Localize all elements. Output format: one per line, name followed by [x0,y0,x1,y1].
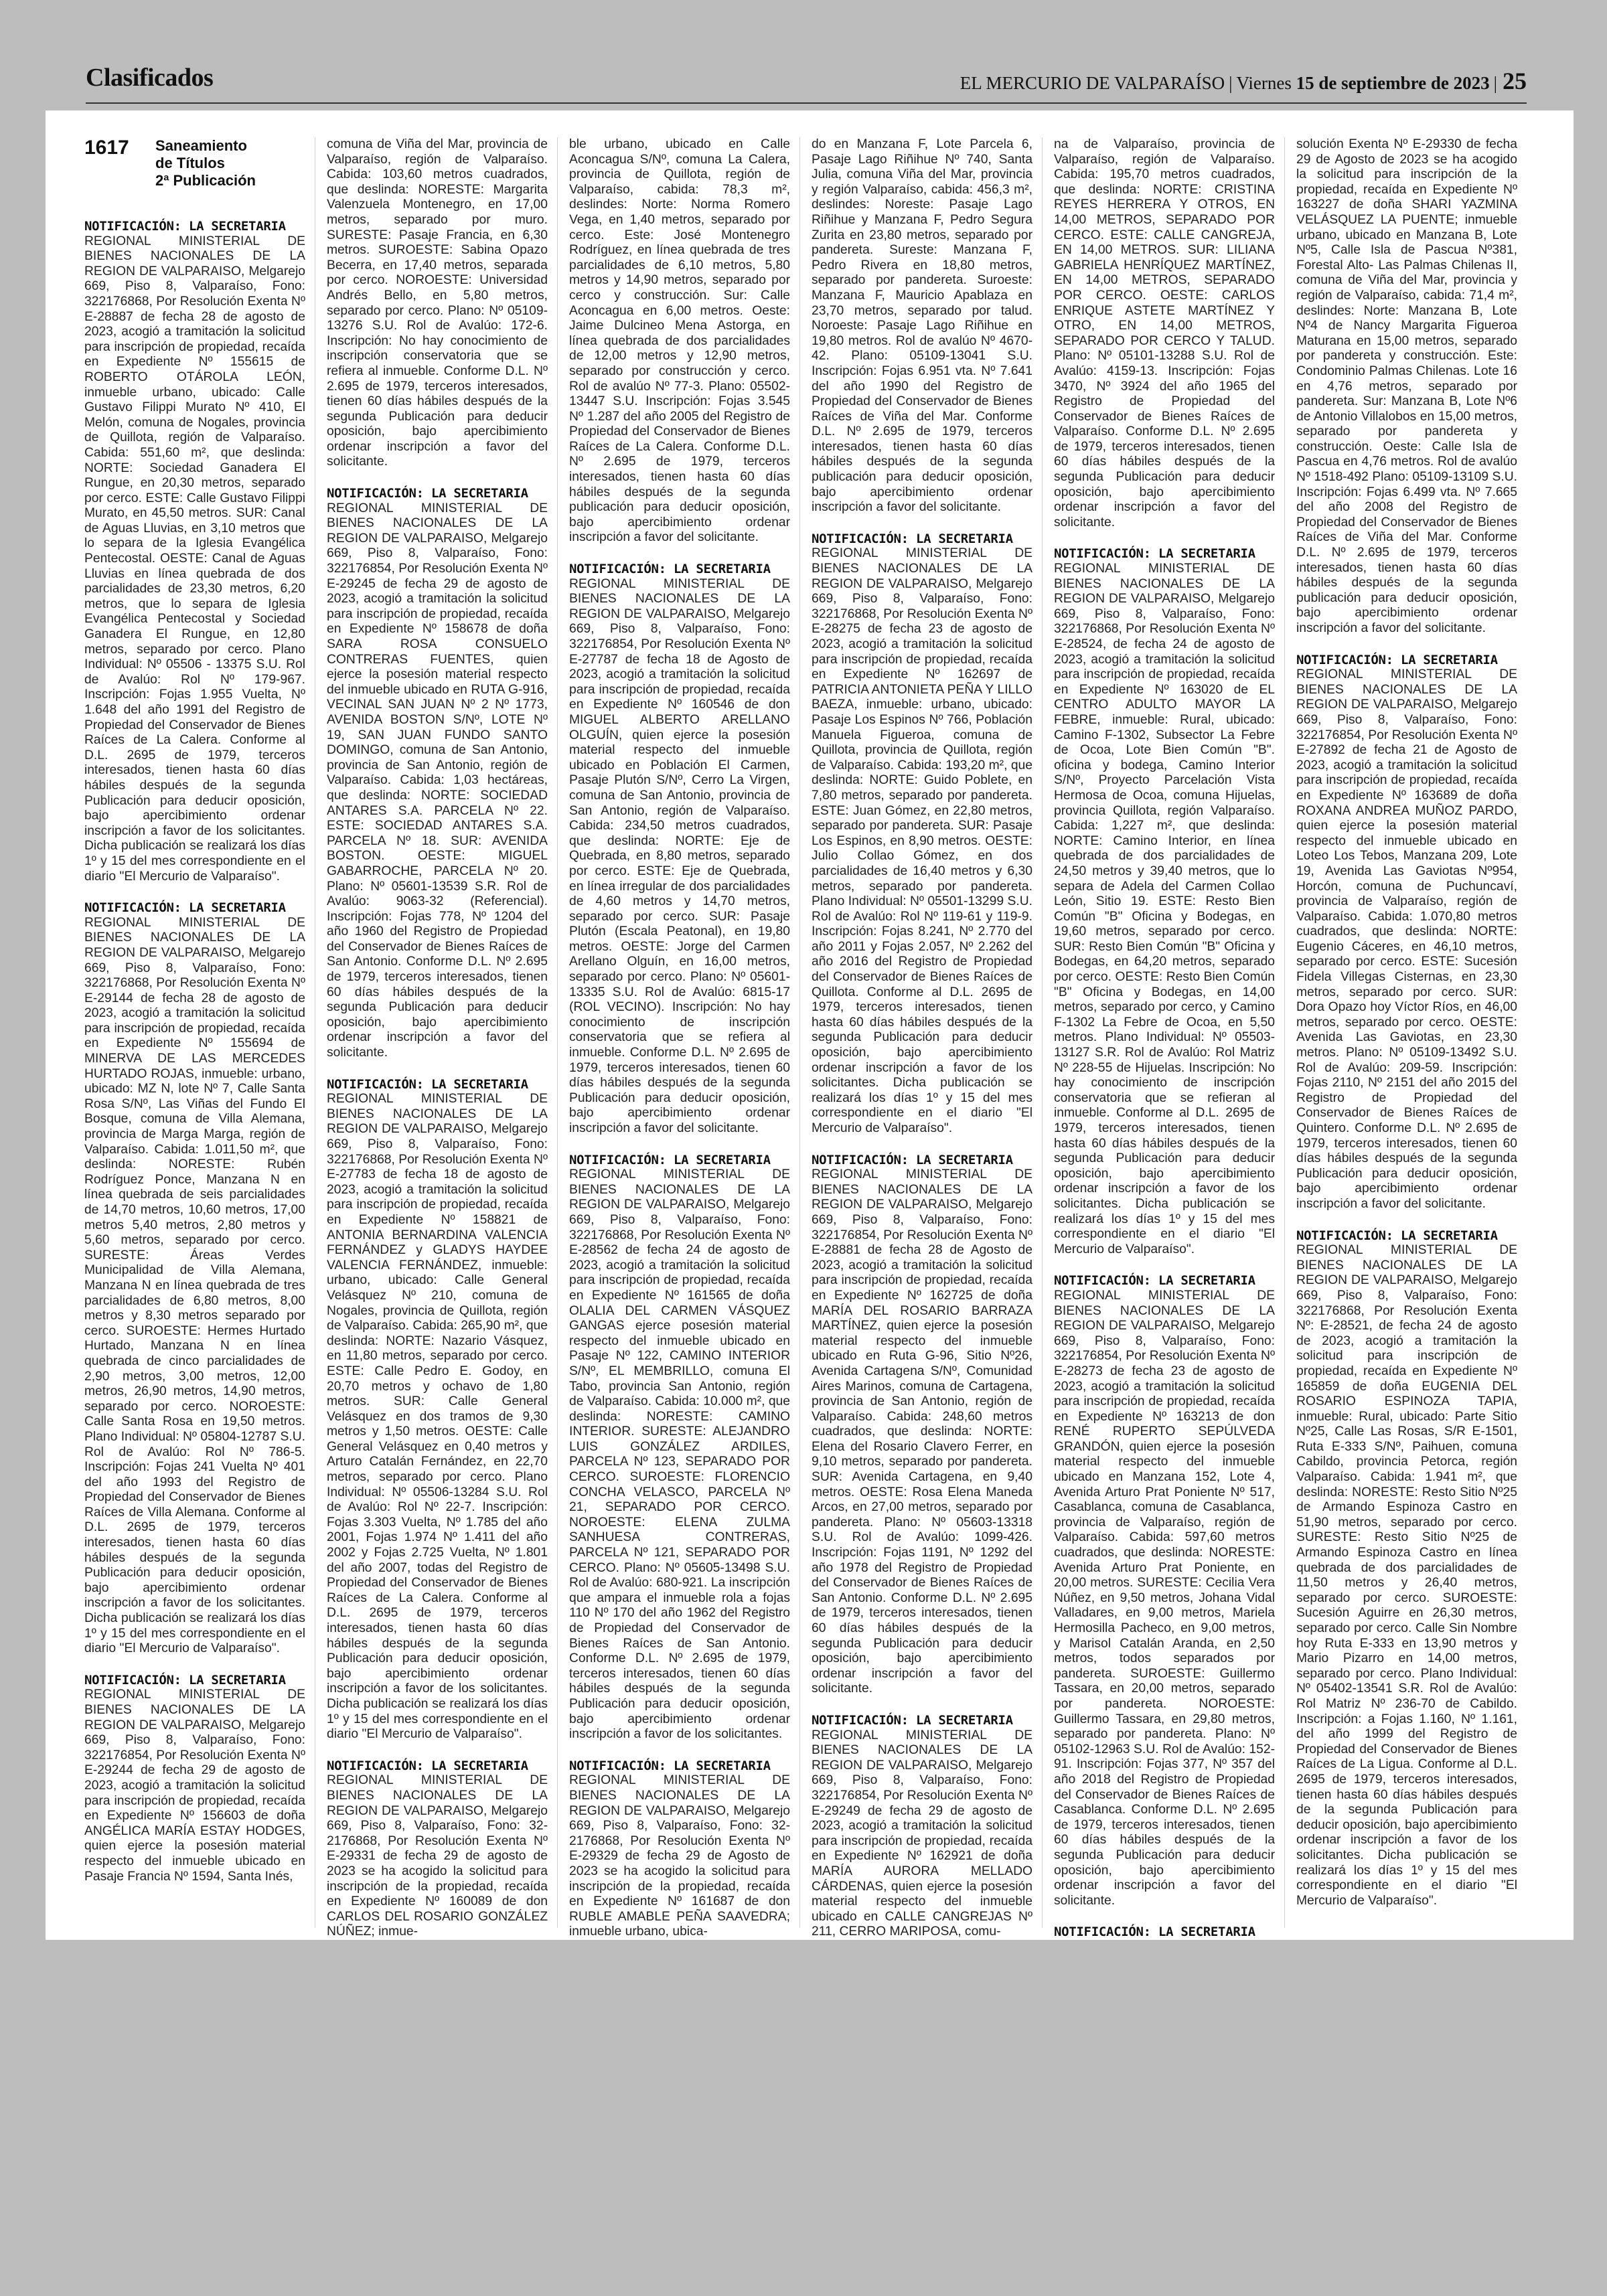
publication-date [1237,73,1490,93]
notice-heading: NOTIFICACIÓN: LA SECRETARIA [812,531,1013,546]
notice-body: REGIONAL MINISTERIAL DE BIENES NACIONALES DE LA REGION DE VALPARAISO, Melgarejo 669, Piso 8, Valparaíso, Fono: 322176868, Por Resolución Exenta Nº: E-28521, de fecha 24 de agosto de 2023, acogió a tramitación la solicitud para inscripción de propiedad, recaída en Expediente Nº 165859 de doña EUGENIA DEL ROSARIO ESPINOZA TAPIA, inmueble: Rural, ubicado: Parte Sitio Nº25, Calle Las Rosas, S/R E-1501, Ruta E-333 S/Nº, Paihuen, comuna Cabildo, provincia Petorca, región Valparaíso. Cabida: 1.941 m², que deslinda: NORESTE: Resto Sitio Nº25 de Armando Espinoza Castro en 51,90 metros, separado por cerco. SURESTE: Resto Sitio Nº25 de Armando Espinoza Castro en línea quebrada de dos parcialidades de 11,50 metros y 26,40 metros, separado por cerco. SUROESTE: Sucesión Aguirre en 26,30 metros, separado por cerco. Calle Sin Nombre hoy Ruta E-333 en 13,90 metros y Mario Pizarro en 14,00 metros, separado por cerco. Plano Individual: Nº 05402-13541 S.R. Rol de Avalúo: Rol Matriz Nº 236-70 de Cabildo. Inscripción: a Fojas 1.160, Nº 1.161, del año 1999 del Registro de Propiedad del Conservador de Bienes Raíces de La Ligua. Conforme al D.L. 2695 de 1979, terceros interesados, tienen hasta 60 días hábiles después de la segunda Publicación para deducir oposición, bajo apercibimiento ordenar inscripción a favor de los solicitantes. Dicha publicación se realizará los días 1º y 15 del mes correspondiente en el diario "El Mercurio de Valparaíso". [1296,1243,1517,1908]
column-divider [1042,137,1043,1928]
notice-body: REGIONAL MINISTERIAL DE BIENES NACIONALES DE LA REGION DE VALPARAISO, Melgarejo 669, Piso 8, Valparaíso, Fono: 322176868, Por Resolución Exenta Nº E-29144 de fecha 28 de agosto de 2023, acogió a tramitación la solicitud para inscripción de propiedad, recaída en Expediente Nº 155694 de MINERVA DE LAS MERCEDES HURTADO ROJAS, inmueble: urbano, ubicado: MZ N, lote Nº 7, Calle Santa Rosa S/Nº, Las Viñas del Fundo El Bosque, comuna de Villa Alemana, provincia de Marga Marga, región de Valparaíso. Cabida: 1.011,50 m², que deslinda: NORESTE: Rubén Rodríguez Ponce, Manzana N en línea quebrada de seis parcialidades de 14,70 metros, 10,60 metros, 17,00 metros 5,40 metros, 2,80 metros y 5,60 metros, separado por cerco. SURESTE: Áreas Verdes Municipalidad de Villa Alemana, Manzana N en línea quebrada de tres parcialidades de 6,80 metros, 8,00 metros y 8,30 metros separado por cerco. SUROESTE: Hermes Hurtado Hurtado, Manzana N en línea quebrada de cinco parcialidades de 2,90 metros, 3,00 metros, 12,00 metros, 26,90 metros, 14,90 metros, separado por cerco. NOROESTE: Calle Santa Rosa en 19,50 metros. Plano Individual: Nº 05804-12787 S.U. Rol de Avalúo: Rol Nº 786-5. Inscripción: Fojas 241 Vuelta Nº 401 del año 1993 del Registro de Propiedad del Conservador de Bienes Raíces de Villa Alemana. Conforme al D.L. 2695 de 1979, terceros interesados, tienen hasta 60 días hábiles después de la segunda Publicación para deducir oposición, bajo apercibimiento ordenar inscripción a favor de los solicitantes. Dicha publicación se realizará los días 1º y 15 del mes correspondiente en el diario "El Mercurio de Valparaíso". [84,915,305,1656]
column-divider [799,137,800,1928]
notice [569,1758,790,1940]
notice [569,1153,790,1742]
notice-body: REGIONAL MINISTERIAL DE BIENES NACIONALES DE LA REGION DE VALPARAISO, Melgarejo 669, Piso 8, Valparaíso, Fono: 322176854, Por Resolución Exenta Nº E-27787 de fecha 18 de Agosto de 2023, acogió a tramitación la solicitud para inscripción de propiedad, recaída en Expediente Nº 160546 de don MIGUEL ALBERTO ARELLANO OLGUÍN, quien ejerce la posesión material respecto del inmueble ubicado en Población El Carmen, Pasaje Plutón S/Nº, Cerro La Virgen, comuna de San Antonio, provincia de San Antonio, región de Valparaíso. Cabida: 234,50 metros cuadrados, que deslinda: NORTE: Eje de Quebrada, en 8,80 metros, separado por cerco. ESTE: Eje de Quebrada, en línea irregular de dos parcialidades de 4,60 metros y 14,70 metros, separado por cerco. SUR: Pasaje Plutón (Escala Peatonal), en 19,80 metros. OESTE: Jorge del Carmen Arellano Olguín, en 16,00 metros, separado por cerco. Plano: Nº 05601-13335 S.U. Rol de Avalúo: 6815-17 (ROL VECINO). Inscripción: No hay conocimiento de inscripción conservatoria que se refiera al inmueble. Conforme D.L. Nº 2.695 de 1979, terceros interesados, tienen 60 días hábiles después de la segunda Publicación para deducir oposición, bajo apercibimiento ordenar inscripción a favor del solicitante. [569,576,790,1135]
classifieds-page [46,110,1574,1940]
notice [569,562,790,1137]
notice [1296,653,1517,1212]
notice [84,219,305,884]
masthead: EL MERCURIO DE VALPARAÍSO | Viernes 15 de septiembre de 2023 | 25 [960,68,1527,94]
notice [812,1713,1032,1940]
notice-heading: NOTIFICACIÓN: LA SECRETARIA [812,1152,1013,1167]
notice [812,531,1032,1137]
notice [327,1758,548,1940]
notice-continuation: do en Manzana F, Lote Parcela 6, Pasaje Lago Riñihue Nº 740, Santa Julia, comuna Viña del Mar, provincia y región Valparaíso, cabida: 456,3 m², deslindes: Noreste: Pasaje Lago Riñihue y Manzana F, Pedro Segura Zurita en 23,80 metros, separado por pandereta. Sureste: Manzana F, Pedro Rivera en 18,80 metros, separado por pandereta. Suroeste: Manzana F, Mauricio Apablaza en 23,70 metros, separado por talud. Noroeste: Pasaje Lago Riñihue en 19,80 metros. Rol de avalúo Nº 4670-42. Plano: 05109-13041 S.U. Inscripción: Fojas 6.951 vta. Nº 7.641 del año 1990 del Registro de Propiedad del Conservador de Bienes Raíces de Viña del Mar. Conforme D.L. Nº 2.695 de 1979, terceros interesados, tienen hasta 60 días hábiles después de la segunda publicación para deducir oposición, bajo apercibimiento ordenar inscripción a favor del solicitante. [812,137,1032,515]
date-text: 15 de septiembre de 2023 [1296,73,1490,93]
listing-number: 1617 [84,137,129,159]
page-background [0,1940,1607,2296]
listing-title-line3: 2ª Publicación [155,172,256,189]
notice [327,1077,548,1742]
page-header [0,0,1607,109]
notice-heading: NOTIFICACIÓN: LA SECRETARIA [812,1712,1013,1728]
listing-title-line2: de Títulos [155,155,225,171]
notice-heading: NOTIFICACIÓN: LA SECRETARIA [84,900,286,916]
notice-heading: NOTIFICACIÓN: LA SECRETARIA [84,1672,286,1688]
notice-continuation: na de Valparaíso, provincia de Valparaíso, región de Valparaíso. Cabida: 195,70 metros cuadrados, que deslinda: NORTE: CRISTINA REYES HERRERA Y OTROS, EN 14,00 METROS, SEPARADO POR CERCO. ESTE: CALLE CANGREJA, EN 14,00 METROS. SUR: LILIANA GABRIELA HENRÍQUEZ MARTÍNEZ, EN 14,00 METROS, SEPARADO POR CERCO. OESTE: CARLOS ENRIQUE ASTETE MARTÍNEZ Y OTRO, EN 14,00 METROS, SEPARADO POR CERCO Y TALUD. Plano: Nº 05101-13288 S.U. Rol de Avalúo: 4159-13. Inscripción: Fojas 3470, Nº 3924 del año 1965 del Registro de Propiedad del Conservador de Bienes Raíces de Valparaíso. Conforme D.L. Nº 2.695 de 1979, terceros interesados, tienen 60 días hábiles después de la segunda Publicación para deducir oposición, bajo apercibimiento ordenar inscripción a favor del solicitante. [1054,137,1275,529]
column-6 [1296,137,1517,1931]
column-divider [557,137,558,1928]
column-divider [1284,137,1285,1928]
header-rule [86,102,1527,104]
page-number: 25 [1503,68,1527,94]
notice-heading: NOTIFICACIÓN: LA SECRETARIA [327,1076,528,1092]
notice-heading: NOTIFICACIÓN: LA SECRETARIA [569,1758,771,1773]
notice-heading: NOTIFICACIÓN: LA SECRETARIA [1054,1924,1255,1940]
notice-heading: NOTIFICACIÓN: LA SECRETARIA [1054,546,1255,562]
column-3 [569,137,790,1939]
notice-body: REGIONAL MINISTERIAL DE BIENES NACIONALES DE LA REGION DE VALPARAISO, Melgarejo 669, Piso 8, Valparaíso, Fono: 32-2176868, Por Resolución Exenta Nº E-29329 de fecha 29 de Agosto de 2023 se ha acogido la solicitud para inscripción de la propiedad, recaída en Expediente Nº 161687 de don RUBLE AMABLE PEÑA SAAVEDRA; inmueble urbano, ubica- [569,1773,790,1939]
notice [812,1153,1032,1697]
notice-body: REGIONAL MINISTERIAL DE BIENES NACIONALES DE LA REGION DE VALPARAISO, Melgarejo 669, Piso 8, Valparaíso, Fono: 322176854, Por Resolución Exenta Nº E-29244 de fecha 29 de agosto de 2023, acogió a tramitación la solicitud para inscripción de propiedad, recaída en Expediente Nº 156603 de doña ANGÉLICA MARÍA ESTAY HODGES, quien ejerce la posesión material respecto del inmueble ubicado en Pasaje Francia Nº 1594, Santa Inés, [84,1688,305,1884]
notice [84,900,305,1657]
weekday: Viernes [1236,73,1292,93]
notice [84,1673,305,1884]
listing-title [155,137,256,189]
notice-continuation: comuna de Viña del Mar, provincia de Valparaíso, región de Valparaíso. Cabida: 103,60 metros cuadrados, que deslinda: NORESTE: Margarita Valenzuela Montenegro, en 17,00 metros, separado por muro. SURESTE: Pasaje Francia, en 6,30 metros. SUROESTE: Sabina Opazo Becerra, en 17,40 metros, separada por cerco. NOROESTE: Universidad Andrés Bello, en 5,80 metros, separado por cerco. Plano: Nº 05109-13276 S.U. Rol de Avalúo: 172-6. Inscripción: No hay conocimiento de inscripción conservatoria que se refiera al inmueble. Conforme D.L. Nº 2.695 de 1979, terceros interesados, tienen 60 días hábiles después de la segunda Publicación para deducir oposición, bajo apercibimiento ordenar inscripción a favor del solicitante. [327,137,548,469]
notice-heading: NOTIFICACIÓN: LA SECRETARIA [327,486,528,501]
notice-body: REGIONAL MINISTERIAL DE BIENES NACIONALES DE LA REGION DE VALPARAISO, Melgarejo 669, Piso 8, Valparaíso, Fono: 322176854, Por Resolución Exenta Nº E-28273 de fecha 23 de agosto de 2023, acogió a tramitación la solicitud para inscripción de propiedad, recaída en Expediente Nº 163213 de don RENÉ RUPERTO SEPÚLVEDA GRANDÓN, quien ejerce la posesión material respecto del inmueble ubicado en Manzana 152, Lote 4, Avenida Arturo Prat Poniente Nº 517, Casablanca, comuna de Casablanca, provincia de Valparaíso, región de Valparaíso. Cabida: 597,60 metros cuadrados, que deslinda: NORESTE: Avenida Arturo Prat Poniente, en 20,00 metros. SURESTE: Cecilia Vera Núñez, en 9,50 metros, Johana Vidal Valladares, en 9,00 metros, Mariela Hermosilla Pacheco, en 9,00 metros, y Marisol Catalán Aranda, en 2,50 metros, todos separados por pandereta. SUROESTE: Guillermo Tassara, en 20,00 metros, separado por pandereta. NOROESTE: Guillermo Tassara, en 29,80 metros, separado por pandereta. Plano: Nº 05102-12963 S.U. Rol de Avalúo: 152-91. Inscripción: Fojas 377, Nº 357 del año 2018 del Registro de Propiedad del Conservador de Bienes Raíces de Casablanca. Conforme D.L. Nº 2.695 de 1979, terceros interesados, tienen 60 días hábiles después de la segunda Publicación para deducir oposición, bajo apercibimiento ordenar inscripción a favor del solicitante. [1054,1288,1275,1908]
notice-continuation: solución Exenta Nº E-29330 de fecha 29 de Agosto de 2023 se ha acogido la solicitud para inscripción de la propiedad, recaída en Expediente Nº 163227 de doña SHARI YAZMINA VELÁSQUEZ LA PUENTE; inmueble urbano, ubicado en Manzana B, Lote Nº5, Calle Isla de Pascua Nº381, Forestal Alto- Las Palmas Chilenas II, comuna de Viña del Mar, provincia y región de Valparaíso, cabida: 71,4 m², deslindes: Norte: Manzana B, Lote Nº4 de Nancy Margarita Figueroa Maturana en 15,00 metros, separado por pandereta y construcción. Este: Condominio Palmas Chilenas. Lote 16 en 4,76 metros, separado por pandereta. Sur: Manzana B, Lote Nº6 de Antonio Villalobos en 15,00 metros, separado por pandereta y construcción. Oeste: Calle Isla de Pascua en 4,76 metros. Rol de avalúo Nº 1518-492 Plano: 05109-13109 S.U. Inscripción: Fojas 6.499 vta. Nº 7.665 del año 2008 del Registro de Propiedad del Conservador de Bienes Raíces de Viña del Mar. Conforme D.L. Nº 2.695 de 1979, terceros interesados, tienen hasta 60 días hábiles después de la segunda publicación para deducir oposición, bajo apercibimiento ordenar inscripción a favor del solicitante. [1296,137,1517,635]
notice-heading: NOTIFICACIÓN: LA SECRETARIA [327,1758,528,1773]
notice-body: REGIONAL MINISTERIAL DE BIENES NACIONALES DE LA REGION DE VALPARAISO, Melgarejo 669, Piso 8, Valparaíso, Fono: 322176854, Por Resolución Exenta Nº E-27892 de fecha 21 de Agosto de 2023, acogió a tramitación la solicitud para inscripción de propiedad, recaída en Expediente Nº 163689 de doña ROXANA ANDREA MUÑOZ PARDO, quien ejerce la posesión material respecto del inmueble ubicado en Loteo Los Tebos, Manzana 209, Lote 19, Avenida Las Gaviotas Nº954, Horcón, comuna de Puchuncaví, provincia de Valparaíso, región de Valparaíso. Cabida: 1.070,80 metros cuadrados, que deslinda: NORTE: Eugenio Cáceres, en 46,10 metros, separado por cerco. ESTE: Sucesión Fidela Villegas Cisternas, en 23,30 metros, separado por cerco. SUR: Dora Opazo hoy Víctor Ríos, en 46,00 metros, separado por cerco. OESTE: Avenida Las Gaviotas, en 23,30 metros. Plano: Nº 05109-13492 S.U. Rol de Avalúo: 209-59. Inscripción: Fojas 2110, Nº 2151 del año 2015 del Registro de Propiedad del Conservador de Bienes Raíces de Quintero. Conforme D.L. Nº 2.695 de 1979, terceros interesados, tienen 60 días hábiles después de la segunda Publicación para deducir oposición, bajo apercibimiento ordenar inscripción a favor del solicitante. [1296,667,1517,1211]
column-5 [1054,137,1275,1940]
notice-heading: NOTIFICACIÓN: LA SECRETARIA [1296,1228,1498,1243]
notice-body: REGIONAL MINISTERIAL DE BIENES NACIONALES DE LA REGION DE VALPARAISO, Melgarejo 669, Piso 8, Valparaíso, Fono: 322176854, Por Resolución Exenta Nº E-29249 de fecha 29 de agosto de 2023, acogió a tramitación la solicitud para inscripción de propiedad, recaída en Expediente Nº 162921 de doña MARÍA AURORA MELLADO CÁRDENAS, quien ejerce la posesión material respecto del inmueble ubicado en CALLE CANGREJAS Nº 211, CERRO MARIPOSA, comu- [812,1728,1032,1939]
section-title: Clasificados [86,64,214,92]
notice-body: REGIONAL MINISTERIAL DE BIENES NACIONALES DE LA REGION DE VALPARAISO, Melgarejo 669, Piso 8, Valparaíso, Fono: 322176868, Por Resolución Exenta Nº E-28562 de fecha 24 de agosto de 2023, acogió a tramitación la solicitud para inscripción de propiedad, recaída en Expediente Nº 161565 de doña OLALIA DEL CARMEN VÁSQUEZ GANGAS ejerce posesión material respecto del inmueble ubicado en Pasaje Nº 122, CAMINO INTERIOR S/Nº, EL MEMBRILLO, comuna El Tabo, provincia San Antonio, región de Valparaíso. Cabida: 10.000 m², que deslinda: NORESTE: CAMINO INTERIOR. SURESTE: ALEJANDRO LUIS GONZÁLEZ ARDILES, PARCELA Nº 123, SEPARADO POR CERCO. SUROESTE: FLORENCIO CONCHA VELASCO, PARCELA Nº 21, SEPARADO POR CERCO. NOROESTE: ELENA ZULMA SANHUESA CONTRERAS, PARCELA Nº 121, SEPARADO POR CERCO. Plano: Nº 05605-13498 S.U. Rol de Avalúo: 680-921. La inscripción que ampara el inmueble rola a fojas 110 Nº 170 del año 1962 del Registro de Propiedad del Conservador de Bienes Raíces de San Antonio. Conforme D.L. Nº 2.695 de 1979, terceros interesados, tienen 60 días hábiles después de la segunda Publicación para deducir oposición, bajo apercibimiento ordenar inscripción a favor de los solicitantes. [569,1167,790,1742]
notice-body: REGIONAL MINISTERIAL DE BIENES NACIONALES DE LA REGION DE VALPARAISO, Melgarejo 669, Piso 8, Valparaíso, Fono: 32-2176868, Por Resolución Exenta Nº E-29331 de fecha 29 de agosto de 2023 se ha acogido la solicitud para inscripción de la propiedad, recaída en Expediente Nº 160089 de don CARLOS DEL ROSARIO GONZÁLEZ NÚÑEZ; inmue- [327,1773,548,1939]
notice [1054,546,1275,1257]
notice-body: REGIONAL MINISTERIAL DE BIENES NACIONALES DE LA REGION DE VALPARAISO, Melgarejo 669, Piso 8, Valparaíso, Fono: 322176854, Por Resolución Exenta Nº E-29245 de fecha 29 de agosto de 2023, acogió a tramitación la solicitud para inscripción de propiedad, recaída en Expediente Nº 158678 de doña SARA ROSA CONSUELO CONTRERAS FUENTES, quien ejerce la posesión material respecto del inmueble ubicado en RUTA G-916, VECINAL SAN JUAN Nº 2 Nº 1773, AVENIDA BOSTON S/Nº, LOTE Nº 19, SAN JUAN FUNDO SANTO DOMINGO, comuna de San Antonio, provincia de San Antonio, región de Valparaíso. Cabida: 1,03 hectáreas, que deslinda: NORTE: SOCIEDAD ANTARES S.A. PARCELA Nº 22. ESTE: SOCIEDAD ANTARES S.A. PARCELA Nº 18. SUR: AVENIDA BOSTON. OESTE: MIGUEL GABARROCHE, PARCELA Nº 20. Plano: Nº 05601-13539 S.R. Rol de Avalúo: 9063-32 (Referencial). Inscripción: Fojas 778, Nº 1204 del año 1960 del Registro de Propiedad del Conservador de Bienes Raíces de San Antonio. Conforme D.L. Nº 2.695 de 1979, terceros interesados, tienen 60 días hábiles después de la segunda Publicación para deducir oposición, bajo apercibimiento ordenar inscripción a favor del solicitante. [327,501,548,1060]
column-2 [327,137,548,1939]
notice-heading: NOTIFICACIÓN: LA SECRETARIA [569,562,771,577]
notice-body: REGIONAL MINISTERIAL DE BIENES NACIONALES DE LA REGION DE VALPARAISO, Melgarejo 669, Piso 8, Valparaíso, Fono: 322176868, Por Resolución Exenta Nº E-28887 de fecha 28 de agosto de 2023, acogió a tramitación la solicitud para inscripción de propiedad, recaída en Expediente Nº 155615 de ROBERTO OTÁROLA LEÓN, inmueble urbano, ubicado: Calle Gustavo Filippi Murato Nº 410, El Melón, comuna de Nogales, provincia de Quillota, región de Valparaíso. Cabida: 551,60 m², que deslinda: NORTE: Sociedad Ganadera El Rungue, en 20,30 metros, separado por cerco. ESTE: Calle Gustavo Filippi Murato, en 45,50 metros. SUR: Canal de Aguas Lluvias, en 3,10 metros que lo separa de la Iglesia Evangélica Pentecostal. OESTE: Canal de Aguas Lluvias en línea quebrada de dos parcialidades de 23,30 metros, 6,20 metros, que lo separa de Iglesia Evangélica Pentecostal y Sociedad Ganadera El Rungue, en 12,80 metros, separado por cerco. Plano Individual: Nº 05506 - 13375 S.U. Rol de Avalúo: Rol Nº 179-967. Inscripción: Fojas 1.955 Vuelta, Nº 1.648 del año 1991 del Registro de Propiedad del Conservador de Bienes Raíces de La Calera. Conforme al D.L. 2695 de 1979, terceros interesados, tienen hasta 60 días hábiles después de la segunda Publicación para deducir oposición, bajo apercibimiento ordenar inscripción a favor de los solicitantes. Dicha publicación se realizará los días 1º y 15 del mes correspondiente en el diario "El Mercurio de Valparaíso". [84,234,305,884]
notice [327,486,548,1061]
notice-heading: NOTIFICACIÓN: LA SECRETARIA [84,219,286,234]
notice-heading: NOTIFICACIÓN: LA SECRETARIA [1296,652,1498,667]
notice-heading: NOTIFICACIÓN: LA SECRETARIA [1054,1273,1255,1289]
listing-header [84,137,305,189]
column-1 [84,137,305,1931]
notice-heading: NOTIFICACIÓN: LA SECRETARIA [569,1152,771,1167]
notice-body: REGIONAL MINISTERIAL DE BIENES NACIONALES DE LA REGION DE VALPARAISO, Melgarejo 669, Piso 8, Valparaíso, Fono: 322176868, Por Resolución Exenta Nº E-28275 de fecha 23 de agosto de 2023, acogió a tramitación la solicitud para inscripción de propiedad, recaída en Expediente Nº 162697 de PATRICIA ANTONIETA PEÑA Y LILLO BAEZA, inmueble: urbano, ubicado: Pasaje Los Espinos Nº 766, Población Manuela Figueroa, comuna de Quillota, provincia de Quillota, región de Valparaíso. Cabida: 193,20 m², que deslinda: NORTE: Guido Poblete, en 7,80 metros, separado por pandereta. ESTE: Juan Gómez, en 22,80 metros, separado por pandereta. SUR: Pasaje Los Espinos, en 8,90 metros. OESTE: Julio Collao Gómez, en dos parcialidades de 16,40 metros y 6,30 metros, separado por pandereta. Plano Individual: Nº 05501-13299 S.U. Rol de Avalúo: Rol Nº 119-61 y 119-9. Inscripción: Fojas 8.241, Nº 2.770 del año 2011 y Fojas 2.057, Nº 2.262 del año 2016 del Registro de Propiedad del Conservador de Bienes Raíces de Quillota. Conforme al D.L. 2695 de 1979, terceros interesados, tienen hasta 60 días hábiles después de la segunda Publicación para deducir oposición, bajo apercibimiento ordenar inscripción a favor de los solicitantes. Dicha publicación se realizará los días 1º y 15 del mes correspondiente en el diario "El Mercurio de Valparaíso". [812,546,1032,1135]
notice [1296,1228,1517,1909]
listing-title-line1: Saneamiento [155,137,247,154]
notice-body: REGIONAL MINISTERIAL DE BIENES NACIONALES DE LA REGION DE VALPARAISO, Melgarejo 669, Piso 8, Valparaíso, Fono: 322176854, Por Resolución Exenta Nº E-28881 de fecha 28 de Agosto de 2023, acogió a tramitación la solicitud para inscripción de propiedad, recaída en Expediente Nº 162725 de doña MARÍA DEL ROSARIO BARRAZA MARTÍNEZ, quien ejerce la posesión material respecto del inmueble ubicado en Ruta G-96, Sitio Nº26, Avenida Cartagena S/Nº, Comunidad Aires Marinos, comuna de Cartagena, provincia de San Antonio, región de Valparaíso. Cabida: 248,60 metros cuadrados, que deslinda: NORTE: Elena del Rosario Clavero Ferrer, en 9,10 metros, separado por pandereta. SUR: Avenida Cartagena, en 9,40 metros. OESTE: Rosa Elena Maneda Arcos, en 27,00 metros, separado por pandereta. Plano: Nº 05603-13318 S.U. Rol de Avalúo: 1099-426. Inscripción: Fojas 1191, Nº 1292 del año 1978 del Registro de Propiedad del Conservador de Bienes Raíces de San Antonio. Conforme D.L. Nº 2.695 de 1979, terceros interesados, tienen 60 días hábiles después de la segunda Publicación para deducir oposición, bajo apercibimiento ordenar inscripción a favor del solicitante. [812,1167,1032,1696]
notice [1054,1273,1275,1908]
notice-body: REGIONAL MINISTERIAL DE BIENES NACIONALES DE LA REGION DE VALPARAISO, Melgarejo 669, Piso 8, Valparaíso, Fono: 322176868, Por Resolución Exenta Nº E-27783 de fecha 18 de agosto de 2023, acogió a tramitación la solicitud para inscripción de propiedad, recaída en Expediente Nº 158821 de ANTONIA BERNARDINA VALENCIA FERNÁNDEZ y GLADYS HAYDEE VALENCIA FERNÁNDEZ, inmueble: urbano, ubicado: Calle General Velásquez Nº 210, comuna de Nogales, provincia de Quillota, región de Valparaíso. Cabida: 265,90 m², que deslinda: NORTE: Nazario Vásquez, en 11,80 metros, separado por cerco. ESTE: Calle Pedro E. Godoy, en 20,70 metros y ochavo de 1,80 metros. SUR: Calle General Velásquez en dos tramos de 9,30 metros y 1,50 metros. OESTE: Calle General Velásquez en 0,40 metros y Arturo Catalán Fernández, en 22,70 metros, separado por cerco. Plano Individual: Nº 05506-13284 S.U. Rol de Avalúo: Rol Nº 22-7. Inscripción: Fojas 3.303 Vuelta, Nº 1.785 del año 2001, Fojas 1.974 Nº 1.411 del año 2002 y Fojas 2.725 Vuelta, Nº 1.801 del año 2007, todas del Registro de Propiedad del Conservador de Bienes Raíces de La Calera. Conforme al D.L. 2695 de 1979, terceros interesados, tienen hasta 60 días hábiles después de la segunda Publicación para deducir oposición, bajo apercibimiento ordenar inscripción a favor de los solicitantes. Dicha publicación se realizará los días 1º y 15 del mes correspondiente en el diario "El Mercurio de Valparaíso". [327,1092,548,1742]
column-4 [812,137,1032,1939]
notice-continuation: ble urbano, ubicado en Calle Aconcagua S/Nº, comuna La Calera, provincia de Quillota, región de Valparaíso, cabida: 78,3 m², deslindes: Norte: Norma Romero Vega, en 1,40 metros, separado por cerco. Este: José Montenegro Rodríguez, en línea quebrada de tres parcialidades de 6,10 metros, 5,80 metros y 14,90 metros, separado por cerco y construcción. Sur: Calle Aconcagua en 6,00 metros. Oeste: Jaime Dulcineo Mena Astorga, en línea quebrada de dos parcialidades de 12,00 metros y 12,90 metros, separado por construcción y cerco. Rol de avalúo Nº 77-3. Plano: 05502-13447 S.U. Inscripción: Fojas 3.545 Nº 1.287 del año 2005 del Registro de Propiedad del Conservador de Bienes Raíces de La Calera. Conforme D.L. Nº 2.695 de 1979, terceros interesados, tienen hasta 60 días hábiles después de la segunda publicación para deducir oposición, bajo apercibimiento ordenar inscripción a favor del solicitante. [569,137,790,545]
newspaper-name: EL MERCURIO DE VALPARAÍSO [960,73,1225,93]
notice-body: REGIONAL MINISTERIAL DE BIENES NACIONALES DE LA REGION DE VALPARAISO, Melgarejo 669, Piso 8, Valparaíso, Fono: 322176868, Por Resolución Exenta Nº E-28524, de fecha 24 de agosto de 2023, acogió a tramitación la solicitud para inscripción de propiedad, recaída en Expediente Nº 163020 de EL CENTRO ADULTO MAYOR LA FEBRE, inmueble: Rural, ubicado: Camino F-1302, Subsector La Febre de Ocoa, Lote Bien Común "B". oficina y bodega, Camino Interior S/Nº, Proyecto Parcelación Vista Hermosa de Ocoa, comuna Hijuelas, provincia Quillota, región Valparaíso. Cabida: 1,227 m², que deslinda: NORTE: Camino Interior, en línea quebrada de dos parcialidades de 24,50 metros y 39,40 metros, que lo separa de Adela del Carmen Collao León, Sitio 19. ESTE: Resto Bien Común "B" Oficina y Bodegas, en 19,60 metros, separado por cerco. SUR: Resto Bien Común "B" Oficina y Bodegas, en 64,20 metros, separado por cerco. OESTE: Resto Bien Común "B" Oficina y Bodegas, en 14,00 metros, separado por cerco, y Camino F-1302 La Febre de Ocoa, en 5,50 metros. Plano Individual: Nº 05503-13127 S.R. Rol de Avalúo: Rol Matriz Nº 228-55 de Hijuelas. Inscripción: No hay conocimiento de inscripción conservatoria que se refieran al inmueble. Conforme al D.L. 2695 de 1979, terceros interesados, tienen hasta 60 días hábiles después de la segunda Publicación para deducir oposición, bajo apercibimiento ordenar inscripción a favor de los solicitantes. Dicha publicación se realizará los días 1º y 15 del mes correspondiente en el diario "El Mercurio de Valparaíso". [1054,562,1275,1256]
